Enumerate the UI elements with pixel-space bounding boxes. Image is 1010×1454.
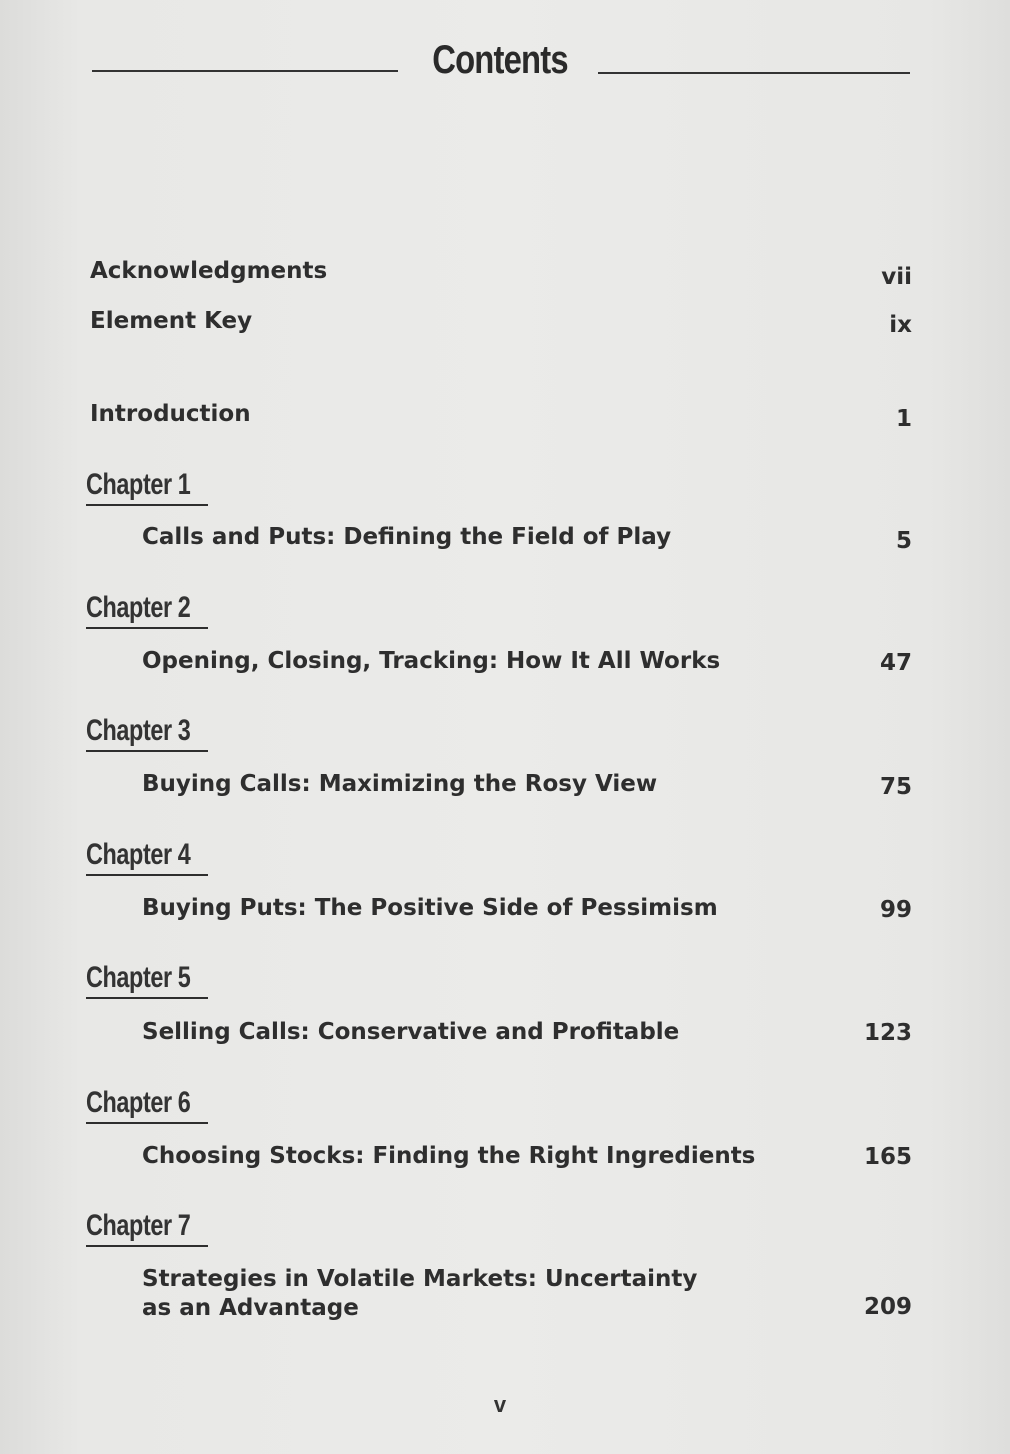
chapter-6-heading: Chapter 6 [86, 1086, 208, 1124]
page-folio: v [493, 1392, 507, 1417]
page-title: Contents [432, 38, 568, 82]
toc-page-introduction: 1 [895, 406, 912, 432]
chapter-2-heading: Chapter 2 [86, 591, 208, 629]
toc-item-acknowledgments: Acknowledgments [90, 258, 328, 284]
chapter-5-title: Selling Calls: Conservative and Profitable [142, 1019, 680, 1045]
toc-item-element-key: Element Key [90, 308, 253, 334]
chapter-1-title: Calls and Puts: Defining the Field of Play [142, 524, 672, 550]
chapter-4-page: 99 [879, 897, 912, 923]
chapter-3-page: 75 [879, 774, 912, 800]
toc-page-acknowledgments: vii [881, 264, 912, 290]
chapter-4-title: Buying Puts: The Positive Side of Pessimism [142, 895, 718, 921]
chapter-2-title: Opening, Closing, Tracking: How It All Works [142, 648, 721, 674]
chapter-3-heading: Chapter 3 [86, 714, 208, 752]
chapter-2-page: 47 [879, 650, 912, 676]
chapter-7-heading: Chapter 7 [86, 1209, 208, 1247]
chapter-7-title-line-1: Strategies in Volatile Markets: Uncertainty [142, 1266, 698, 1292]
toc-page-element-key: ix [889, 312, 912, 338]
chapter-5-page: 123 [863, 1020, 912, 1046]
chapter-4-heading: Chapter 4 [86, 838, 208, 876]
chapter-1-page: 5 [895, 528, 912, 554]
chapter-1-heading: Chapter 1 [86, 468, 208, 506]
chapter-6-title: Choosing Stocks: Finding the Right Ingredients [142, 1143, 756, 1169]
chapter-7-page: 209 [863, 1294, 912, 1320]
chapter-7-title [142, 1265, 702, 1323]
toc-item-introduction: Introduction [90, 401, 251, 427]
chapter-6-page: 165 [863, 1144, 912, 1170]
chapter-5-heading: Chapter 5 [86, 961, 208, 999]
title-rule-right [598, 72, 910, 74]
chapter-7-title-line-2: as an Advantage [142, 1295, 359, 1321]
chapter-3-title: Buying Calls: Maximizing the Rosy View [142, 771, 658, 797]
